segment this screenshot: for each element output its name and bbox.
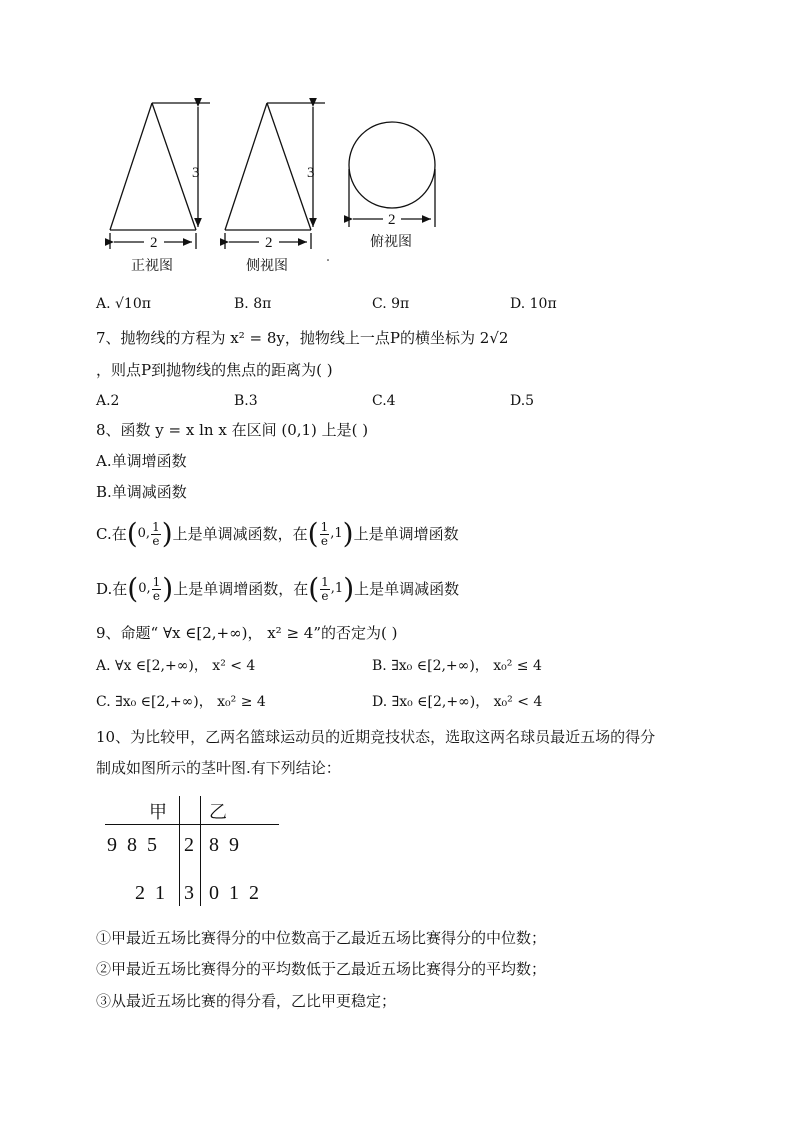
q9-stem: 9、命题“ ∀x ∈[2,+∞)， x² ≥ 4”的否定为( ) (96, 624, 398, 642)
q8-d-end: 上是单调减函数 (354, 580, 460, 598)
q6-option-b: B. 8π (234, 296, 272, 312)
q7-option-c: C.4 (372, 393, 396, 409)
q6-option-a: A. √10π (96, 296, 151, 312)
q9-option-b: B. ∃x₀ ∈[2,+∞)， x₀² ≤ 4 (372, 658, 542, 674)
front-height-label: 3 (192, 165, 200, 181)
top-width-label: 2 (388, 212, 396, 228)
right-paren: ) (342, 517, 354, 550)
q8-c-prefix: C.在 (96, 525, 127, 543)
q8-d-mid: 上是单调增函数，在 (173, 580, 309, 598)
q8-option-c (96, 514, 459, 554)
stem-divider-left (179, 796, 180, 906)
row2-stem: 3 (184, 882, 194, 904)
fraction-1-over-e: $\frac{1}{e}$ (152, 519, 160, 548)
q7-stem-line2: ，则点P到抛物线的焦点的距离为( ) (96, 361, 333, 379)
q7-stem-line1: 7、抛物线的方程为 x² = 8y，抛物线上一点P的横坐标为 2√2 (96, 329, 509, 347)
left-paren: ( (126, 517, 138, 550)
q8-d-zero: 0, (138, 581, 151, 596)
top-view-caption: 俯视图 (370, 234, 412, 250)
q8-option-b: B.单调减函数 (96, 483, 187, 501)
front-view-caption: 正视图 (131, 258, 173, 274)
side-width-label: 2 (265, 235, 273, 251)
left-paren: ( (127, 572, 139, 605)
conclusion-1: ①甲最近五场比赛得分的中位数高于乙最近五场比赛得分的中位数； (96, 929, 547, 947)
q10-stem-line2: 制成如图所示的茎叶图.有下列结论： (96, 759, 341, 777)
q8-option-a: A.单调增函数 (96, 452, 187, 470)
left-paren: ( (307, 517, 319, 550)
q8-d-prefix: D.在 (96, 580, 128, 598)
q8-c-end: 上是单调增函数 (353, 525, 459, 543)
row1-stem: 2 (184, 834, 194, 856)
three-view-figure (100, 95, 460, 280)
left-header: 甲 (149, 802, 167, 823)
right-header: 乙 (209, 802, 227, 823)
left-paren: ( (308, 572, 320, 605)
q8-c-zero: 0, (137, 526, 151, 541)
conclusion-2: ②甲最近五场比赛得分的平均数低于乙最近五场比赛得分的平均数； (96, 960, 547, 978)
right-paren: ) (162, 572, 174, 605)
q8-c-comma-one: ,1 (330, 526, 343, 541)
row2-right-leaves: 0 1 2 (209, 882, 259, 904)
row2-left-leaves: 2 1 (135, 882, 165, 904)
row1-right-leaves: 8 9 (209, 834, 239, 856)
fraction-1-over-e: $\frac{1}{e}$ (320, 519, 329, 548)
fraction-1-over-e: $\frac{1}{e}$ (321, 574, 329, 603)
q7-option-a: A.2 (96, 393, 120, 409)
q8-stem: 8、函数 y = x ln x 在区间 (0,1) 上是( ) (96, 421, 369, 439)
stem-leaf-plot (105, 796, 285, 911)
right-paren: ) (161, 517, 173, 550)
q9-option-a: A. ∀x ∈[2,+∞)， x² < 4 (96, 658, 256, 674)
fraction-1-over-e: $\frac{1}{e}$ (152, 574, 161, 603)
q9-option-c: C. ∃x₀ ∈[2,+∞)， x₀² ≥ 4 (96, 694, 266, 710)
q6-option-d: D. 10π (510, 296, 557, 312)
header-divider (105, 824, 279, 825)
side-height-label: 3 (307, 165, 315, 181)
stem-divider-right (200, 796, 201, 906)
q7-option-d: D.5 (510, 393, 535, 409)
q6-option-c: C. 9π (372, 296, 410, 312)
q8-option-d (96, 569, 459, 609)
q7-option-b: B.3 (234, 393, 258, 409)
conclusion-3: ③从最近五场比赛的得分看，乙比甲更稳定； (96, 992, 397, 1010)
front-width-label: 2 (150, 235, 158, 251)
q10-stem-line1: 10、为比较甲，乙两名篮球运动员的近期竞技状态，选取这两名球员最近五场的得分 (96, 728, 656, 746)
right-paren: ) (343, 572, 355, 605)
q8-c-mid: 上是单调减函数，在 (172, 525, 308, 543)
row1-left-leaves: 9 8 5 (107, 834, 157, 856)
side-view-caption: 侧视图 (246, 258, 288, 274)
q9-option-d: D. ∃x₀ ∈[2,+∞)， x₀² < 4 (372, 694, 543, 710)
q8-d-comma-one: ,1 (330, 581, 344, 596)
